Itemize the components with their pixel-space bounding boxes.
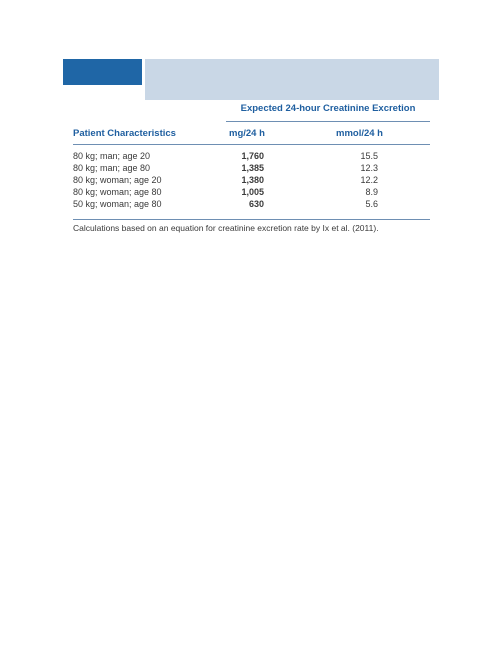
table-row [73,198,430,210]
group-header-rule [226,121,430,122]
table-row [73,162,430,174]
column-header-mg: mg/24 h [229,128,265,139]
cell-mmol: 12.2 [360,175,378,185]
table-row [73,186,430,198]
column-header-patient: Patient Characteristics [73,128,176,139]
cell-mg: 1,760 [241,151,264,161]
cell-patient: 80 kg; woman; age 20 [73,175,162,185]
cell-mmol: 5.6 [365,199,378,209]
cell-mmol: 8.9 [365,187,378,197]
header-rule [73,144,430,145]
cell-mmol: 15.5 [360,151,378,161]
cell-patient: 50 kg; woman; age 80 [73,199,162,209]
table-label-block [63,59,142,85]
cell-mg: 630 [248,199,264,209]
cell-patient: 80 kg; woman; age 80 [73,187,162,197]
cell-mg: 1,380 [241,175,264,185]
cell-mg: 1,385 [241,163,264,173]
table-title-banner [145,59,439,100]
table-row [73,174,430,186]
column-header-mmol: mmol/24 h [336,128,383,139]
table-footnote: Calculations based on an equation for creatinine excretion rate by Ix et al. (2011). [73,223,379,233]
cell-mmol: 12.3 [360,163,378,173]
table-body [73,150,430,210]
column-group-header: Expected 24-hour Creatinine Excretion [240,103,416,114]
footer-rule [73,219,430,220]
cell-patient: 80 kg; man; age 20 [73,151,151,161]
cell-patient: 80 kg; man; age 80 [73,163,151,173]
cell-mg: 1,005 [241,187,264,197]
table-row [73,150,430,162]
